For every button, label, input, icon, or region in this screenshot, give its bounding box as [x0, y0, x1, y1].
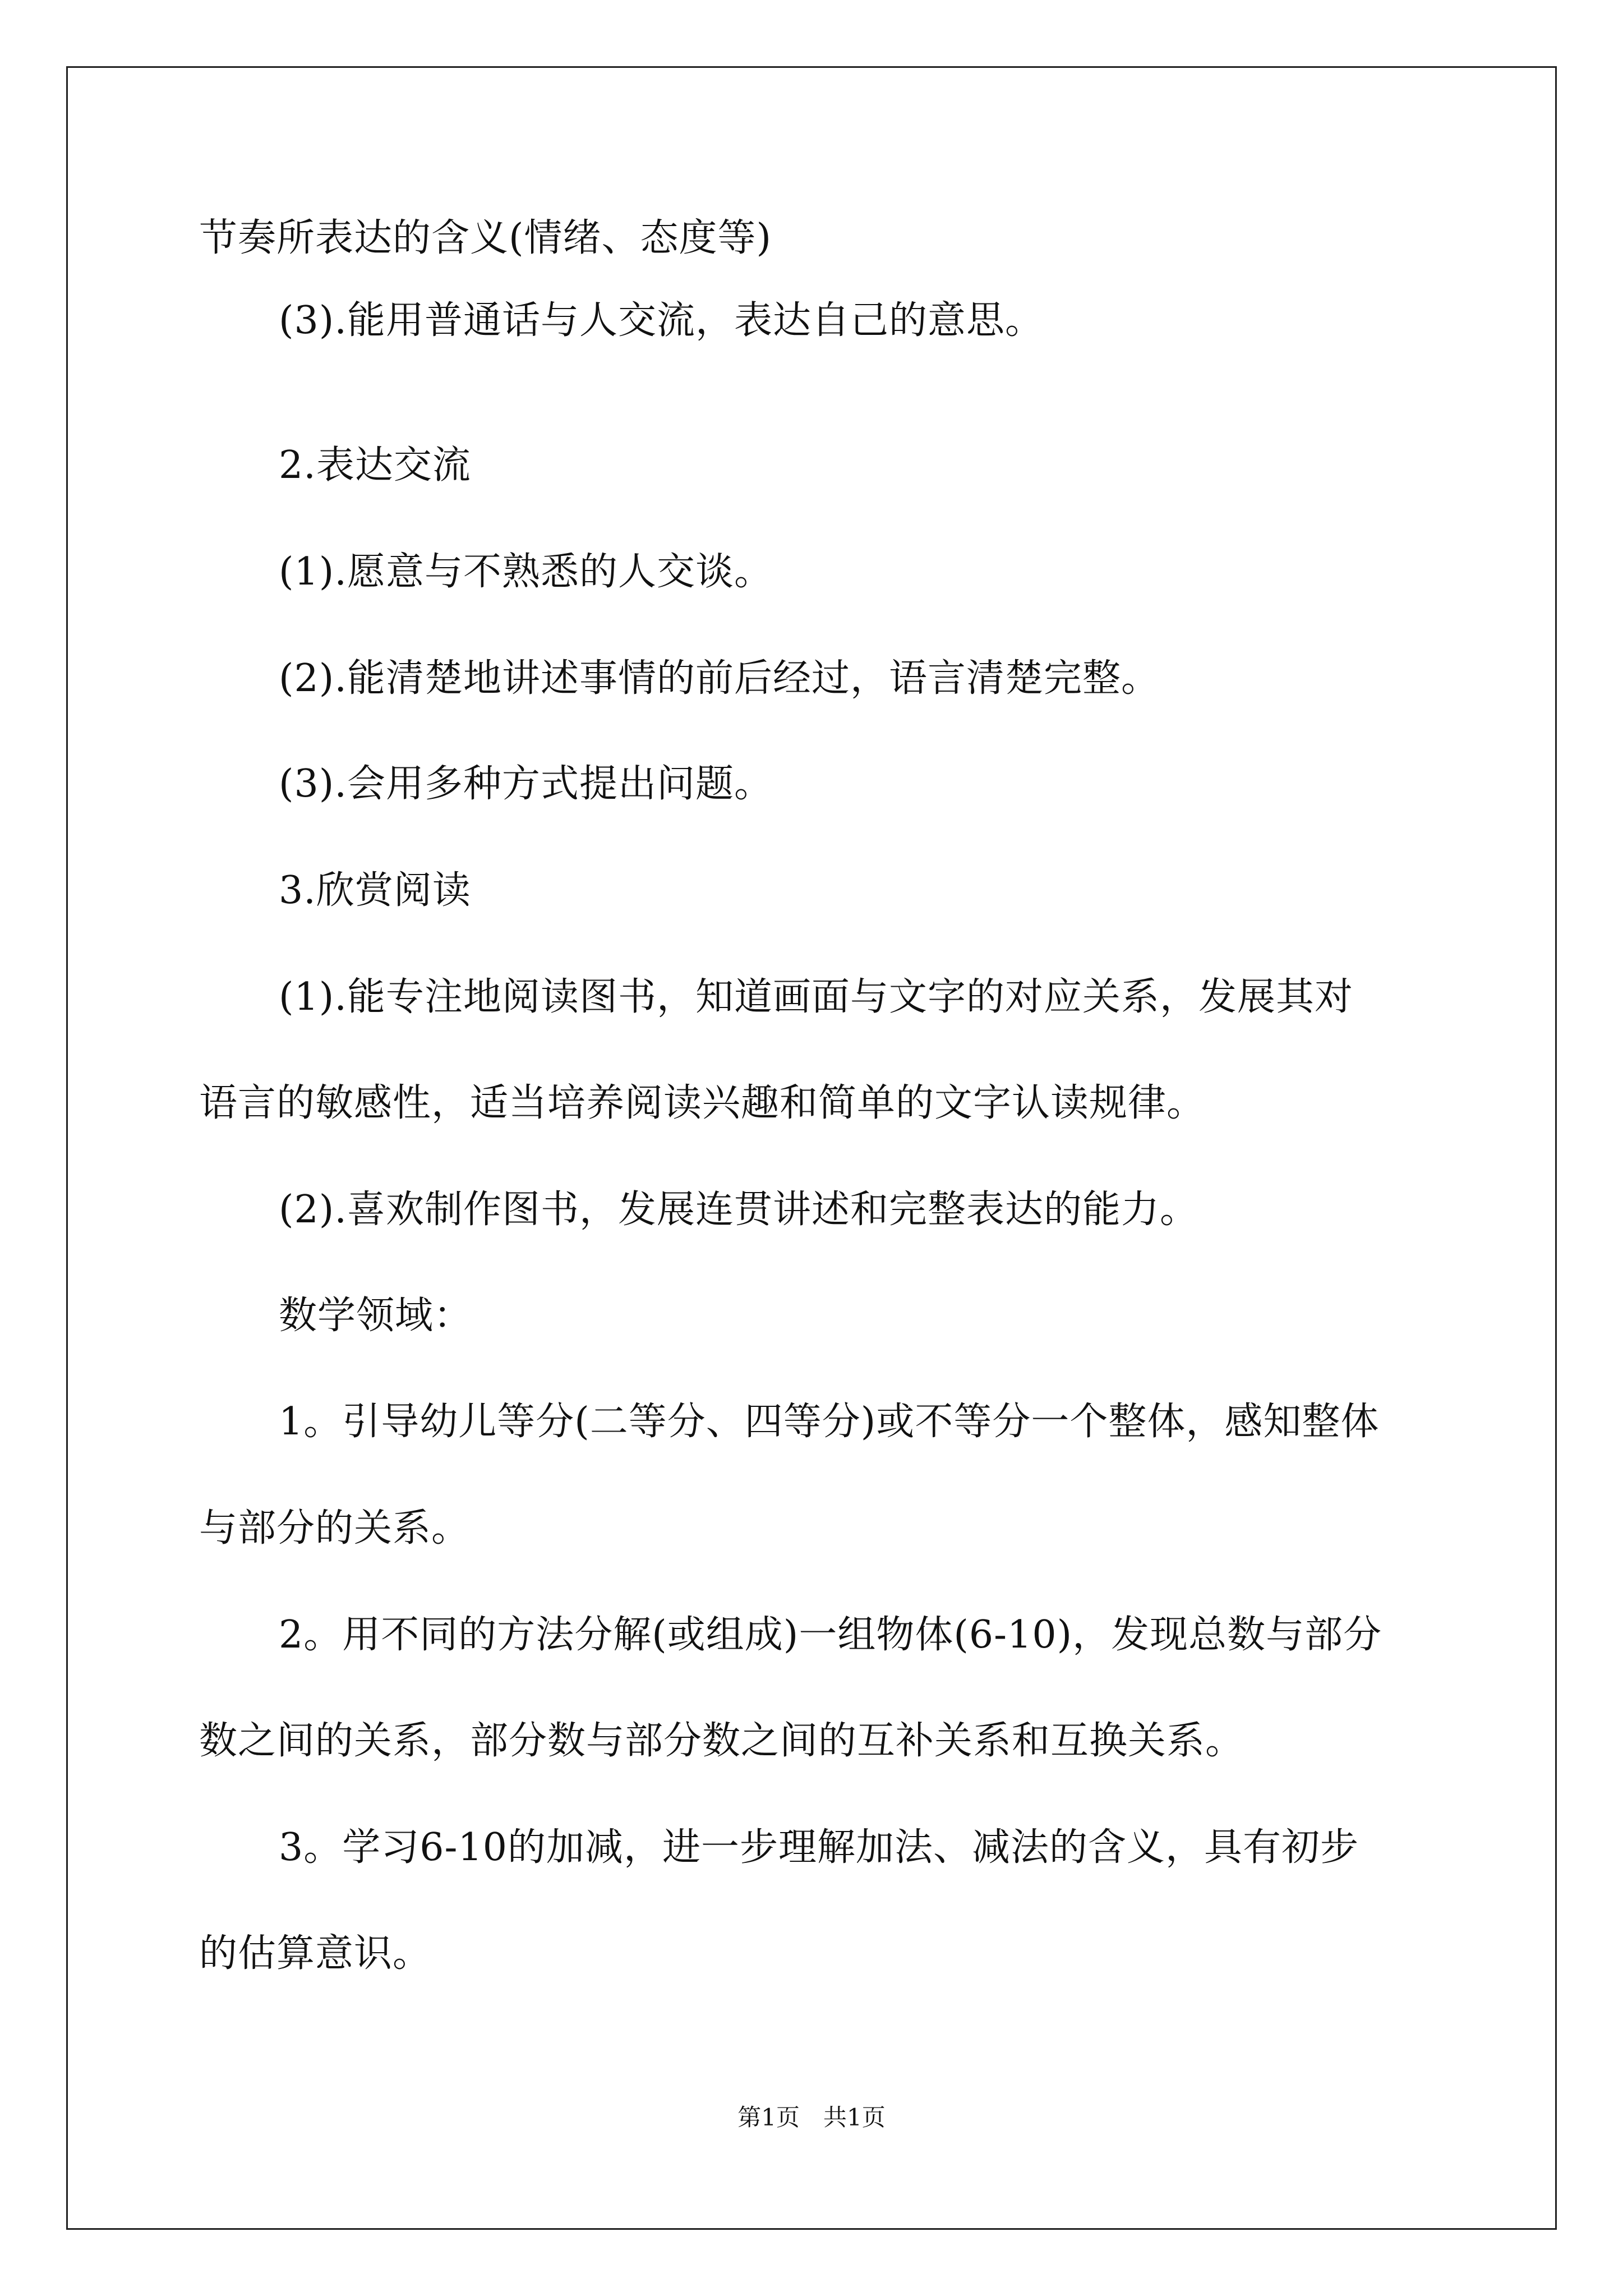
text-line: 2。用不同的方法分解(或组成)一组物体(6-10)，发现总数与部分 [279, 1613, 1382, 1657]
text-line: 数之间的关系，部分数与部分数之间的互补关系和互换关系。 [199, 1719, 1244, 1763]
text-line: 语言的敏感性，适当培养阅读兴趣和简单的文字认读规律。 [199, 1081, 1206, 1125]
text-line: 的估算意识。 [199, 1931, 432, 1976]
text-line: (1).能专注地阅读图书，知道画面与文字的对应关系，发展其对 [279, 975, 1353, 1019]
text-line: (2).能清楚地讲述事情的前后经过，语言清楚完整。 [279, 656, 1160, 701]
text-line: (2).喜欢制作图书，发展连贯讲述和完整表达的能力。 [279, 1188, 1198, 1232]
text-line: 3.欣赏阅读 [279, 868, 471, 913]
page-number: 第1页 共1页 [737, 2104, 886, 2131]
text-line: 与部分的关系。 [199, 1506, 471, 1550]
text-line: (3).会用多种方式提出问题。 [279, 762, 773, 806]
text-line: 数学领域： [279, 1294, 473, 1338]
text-line: 3。学习6-10的加减，进一步理解加法、减法的含义，具有初步 [279, 1825, 1359, 1870]
text-line: 2.表达交流 [279, 443, 471, 487]
page-border [66, 66, 1557, 2230]
text-line: 1。引导幼儿等分(二等分、四等分)或不等分一个整体，感知整体 [279, 1400, 1380, 1444]
text-line: (1).愿意与不熟悉的人交谈。 [279, 550, 773, 594]
text-line: (3).能用普通话与人交流，表达自己的意思。 [279, 298, 1044, 343]
text-line: 节奏所表达的含义(情绪、态度等) [199, 216, 772, 260]
